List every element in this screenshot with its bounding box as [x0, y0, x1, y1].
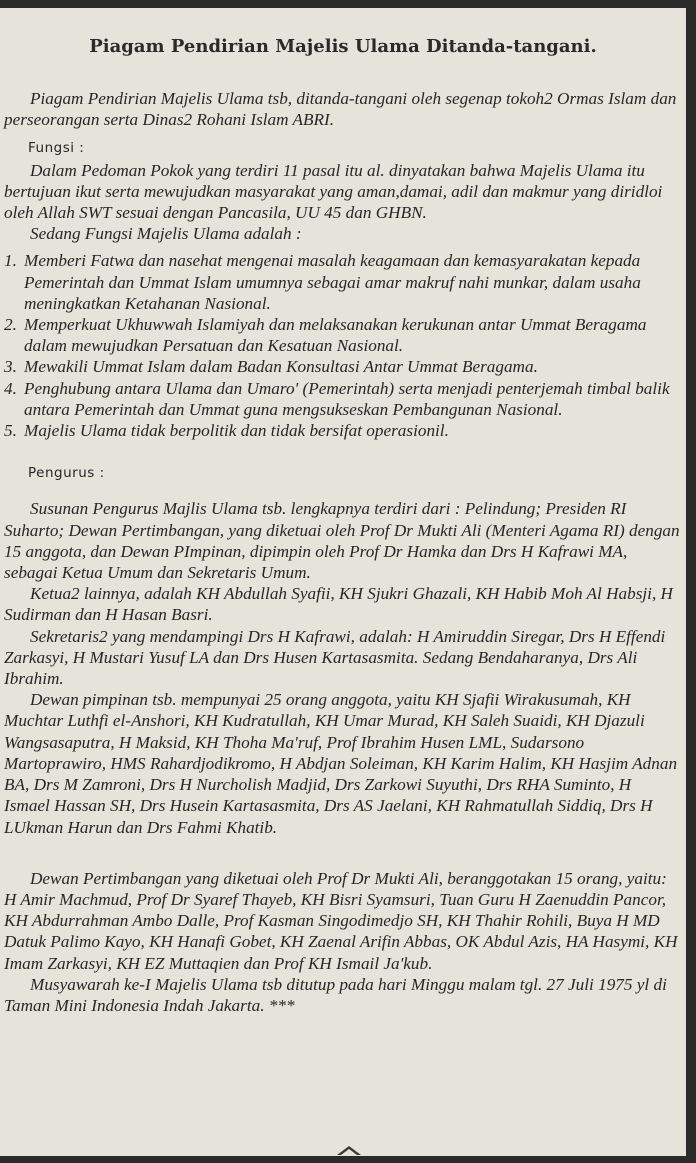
- list-item: [4, 378, 680, 420]
- list-text: Majelis Ulama tidak berpolitik dan tidak bersifat operasionil.: [24, 421, 449, 441]
- list-text: Penghubung antara Ulama dan Umaro' (Pemerintah) serta menjadi penterjemah timbal balik antara Pemerintah dan Ummat guna mengsukseskan Pembangunan Nasional.: [24, 378, 670, 419]
- spacer: [4, 441, 680, 455]
- fungsi-list: [4, 250, 680, 441]
- pengurus-heading: Pengurus :: [28, 465, 105, 482]
- intro-paragraph: Piagam Pendirian Majelis Ulama tsb, ditanda-tangani oleh segenap tokoh2 Ormas Islam dan perseorangan serta Dinas2 Rohani Islam ABRI.: [4, 89, 677, 130]
- article-body: [4, 88, 680, 1016]
- list-number: 3.: [4, 357, 17, 377]
- list-text: Memperkuat Ukhuwwah Islamiyah dan melaksanakan kerukunan antar Ummat Beragama dalam mewujudkan Persatuan dan Kesatuan Nasional.: [24, 315, 647, 356]
- pengurus-paragraph: Sekretaris2 yang mendampingi Drs H Kafrawi, adalah: H Amiruddin Siregar, Drs H Effendi Zarkasyi, H Mustari Yusuf LA dan Drs Husen Kartasasmita. Sedang Bendaharanya, Drs Ali Ibrahim.: [4, 626, 666, 689]
- list-number: 4.: [4, 378, 17, 398]
- list-number: 5.: [4, 421, 17, 441]
- spacer: [4, 838, 680, 868]
- chevron-up-icon[interactable]: [335, 1144, 363, 1156]
- list-item: [4, 250, 680, 314]
- fungsi-heading: Fungsi :: [28, 140, 85, 157]
- list-item: [4, 314, 680, 356]
- pengurus-paragraph: Dewan Pertimbangan yang diketuai oleh Prof Dr Mukti Ali, beranggotakan 15 orang, yaitu: H Amir Machmud, Prof Dr Syaref Thayeb, KH Bisri Syamsuri, Tuan Guru H Zaenuddin Pancor, KH Abdurrahman Ambo Dalle, Prof Kasman Singodimedjo SH, KH Thahir Rohili, Buya H MD Datuk Palimo Kayo, KH Hanafi Gobet, KH Zaenal Arifin Abbas, OK Abdul Azis, HA Hasymi, KH Imam Zarkasyi, KH EZ Muttaqien dan Prof KH Ismail Ja'kub.: [4, 868, 678, 973]
- list-number: 1.: [4, 251, 17, 271]
- list-text: Mewakili Ummat Islam dalam Badan Konsultasi Antar Ummat Beragama.: [24, 357, 538, 377]
- pengurus-paragraph: Ketua2 lainnya, adalah KH Abdullah Syafii, KH Sjukri Ghazali, KH Habib Moh Al Habsji, H Sudirman dan H Hasan Basri.: [4, 584, 673, 625]
- pengurus-paragraph: Dewan pimpinan tsb. mempunyai 25 orang anggota, yaitu KH Sjafii Wirakusumah, KH Muchtar Luthfi el-Anshori, KH Kudratullah, KH Umar Murad, KH Saleh Suaidi, KH Djazuli Wangsasaputra, H Maksid, KH Thoha Ma'ruf, Prof Ibrahim Husen LML, Sudarsono Martoprawiro, HMS Rahardjodikromo, H Abdjan Soleiman, KH Karim Halim, KH Hasjim Adnan BA, Drs M Zamroni, Drs H Nurcholish Madjid, Drs Zarkowi Suyuthi, Drs RHA Suminto, H Ismael Hassan SH, Drs Husein Kartasasmita, Drs AS Jaelani, KH Rahmatullah Siddiq, Drs H LUkman Harun dan Drs Fahmi Khatib.: [4, 690, 678, 837]
- fungsi-intro-paragraph: Sedang Fungsi Majelis Ulama adalah :: [30, 224, 302, 244]
- list-number: 2.: [4, 315, 17, 335]
- document-page: [0, 8, 686, 1156]
- closing-paragraph: Musyawarah ke-I Majelis Ulama tsb ditutup pada hari Minggu malam tgl. 27 Juli 1975 yl di Taman Mini Indonesia Indah Jakarta. ***: [4, 974, 667, 1015]
- list-item: [4, 420, 680, 441]
- list-text: Memberi Fatwa dan nasehat mengenai masalah keagamaan dan kemasyarakatan kepada Pemerintah dan Ummat Islam umumnya sebagai amar makruf nahi munkar, dalam usaha meningkatkan Ketahanan Nasional.: [24, 251, 641, 313]
- list-item: [4, 356, 680, 377]
- pengurus-paragraph: Susunan Pengurus Majlis Ulama tsb. lengkapnya terdiri dari : Pelindung; Presiden RI Suharto; Dewan Pertimbangan, yang diketuai oleh Prof Dr Mukti Ali (Menteri Agama RI) dengan 15 anggota, dan Dewan PImpinan, dipimpin oleh Prof Dr Hamka dan Drs H Kafrawi MA, sebagai Ketua Umum dan Sekretaris Umum.: [4, 499, 680, 583]
- page-title: Piagam Pendirian Majelis Ulama Ditanda-tangani.: [89, 36, 597, 57]
- fungsi-paragraph: Dalam Pedoman Pokok yang terdiri 11 pasal itu al. dinyatakan bahwa Majelis Ulama itu bertujuan ikut serta mewujudkan masyarakat yang aman,damai, adil dan makmur yang diridloi oleh Allah SWT sesuai dengan Pancasila, UU 45 dan GHBN.: [4, 160, 663, 223]
- spacer: [4, 484, 680, 498]
